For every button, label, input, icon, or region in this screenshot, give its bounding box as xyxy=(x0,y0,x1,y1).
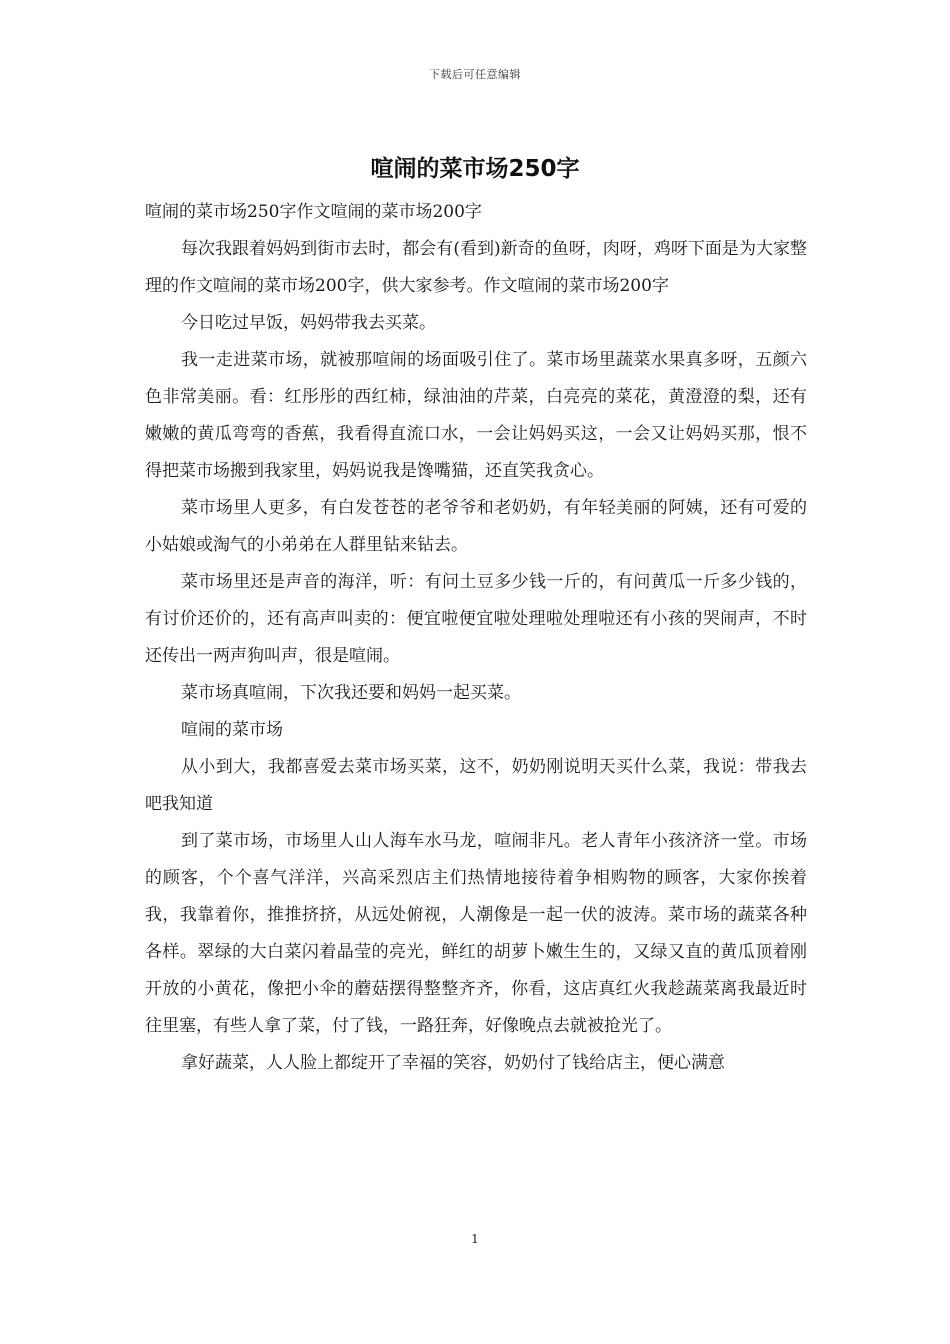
paragraph: 菜市场真喧闹，下次我还要和妈妈一起买菜。 xyxy=(181,683,521,703)
page-header: 下载后可任意编辑 xyxy=(429,68,521,81)
document-body xyxy=(145,194,807,1082)
paragraph: 菜市场里还是声音的海洋，听：有问土豆多少钱一斤的，有问黄瓜一斤多少钱的，有讨价还价的，还有高声叫卖的：便宜啦便宜啦处理啦处理啦还有小孩的哭闹声，不时还传出一两声狗叫声，很是喧闹。 xyxy=(145,572,807,666)
section-heading: 喧闹的菜市场 xyxy=(181,720,283,740)
paragraph: 菜市场里人更多，有白发苍苍的老爷爷和老奶奶，有年轻美丽的阿姨，还有可爱的小姑娘或淘气的小弟弟在人群里钻来钻去。 xyxy=(145,498,807,555)
paragraph-subtitle: 喧闹的菜市场250字作文喧闹的菜市场200字 xyxy=(145,202,482,222)
paragraph: 我一走进菜市场，就被那喧闹的场面吸引住了。菜市场里蔬菜水果真多呀，五颜六色非常美丽。看：红彤彤的西红柿，绿油油的芹菜，白亮亮的菜花，黄澄澄的梨，还有嫩嫩的黄瓜弯弯的香蕉，我看得直流口水，一会让妈妈买这，一会又让妈妈买那，恨不得把菜市场搬到我家里，妈妈说我是馋嘴猫，还直笑我贪心。 xyxy=(145,350,807,481)
document-title: 喧闹的菜市场250字 xyxy=(370,156,580,182)
paragraph: 今日吃过早饭，妈妈带我去买菜。 xyxy=(181,313,436,333)
paragraph: 每次我跟着妈妈到街市去时，都会有(看到)新奇的鱼呀，肉呀，鸡呀下面是为大家整理的作文喧闹的菜市场200字，供大家参考。作文喧闹的菜市场200字 xyxy=(145,239,807,296)
paragraph: 拿好蔬菜，人人脸上都绽开了幸福的笑容，奶奶付了钱给店主，便心满意 xyxy=(181,1053,725,1073)
paragraph: 到了菜市场，市场里人山人海车水马龙，喧闹非凡。老人青年小孩济济一堂。市场的顾客，个个喜气洋洋，兴高采烈店主们热情地接待着争相购物的顾客，大家你挨着我，我靠着你，推推挤挤，从远处俯视，人潮像是一起一伏的波涛。菜市场的蔬菜各种各样。翠绿的大白菜闪着晶莹的亮光，鲜红的胡萝卜嫩生生的，又绿又直的黄瓜顶着刚开放的小黄花，像把小伞的蘑菇摆得整整齐齐，你看，这店真红火我趁蔬菜离我最近时往里塞，有些人拿了菜，付了钱，一路狂奔，好像晚点去就被抢光了。 xyxy=(145,831,807,1036)
page-number: 1 xyxy=(471,1232,479,1246)
paragraph: 从小到大，我都喜爱去菜市场买菜，这不，奶奶刚说明天买什么菜，我说：带我去吧我知道 xyxy=(145,757,807,814)
